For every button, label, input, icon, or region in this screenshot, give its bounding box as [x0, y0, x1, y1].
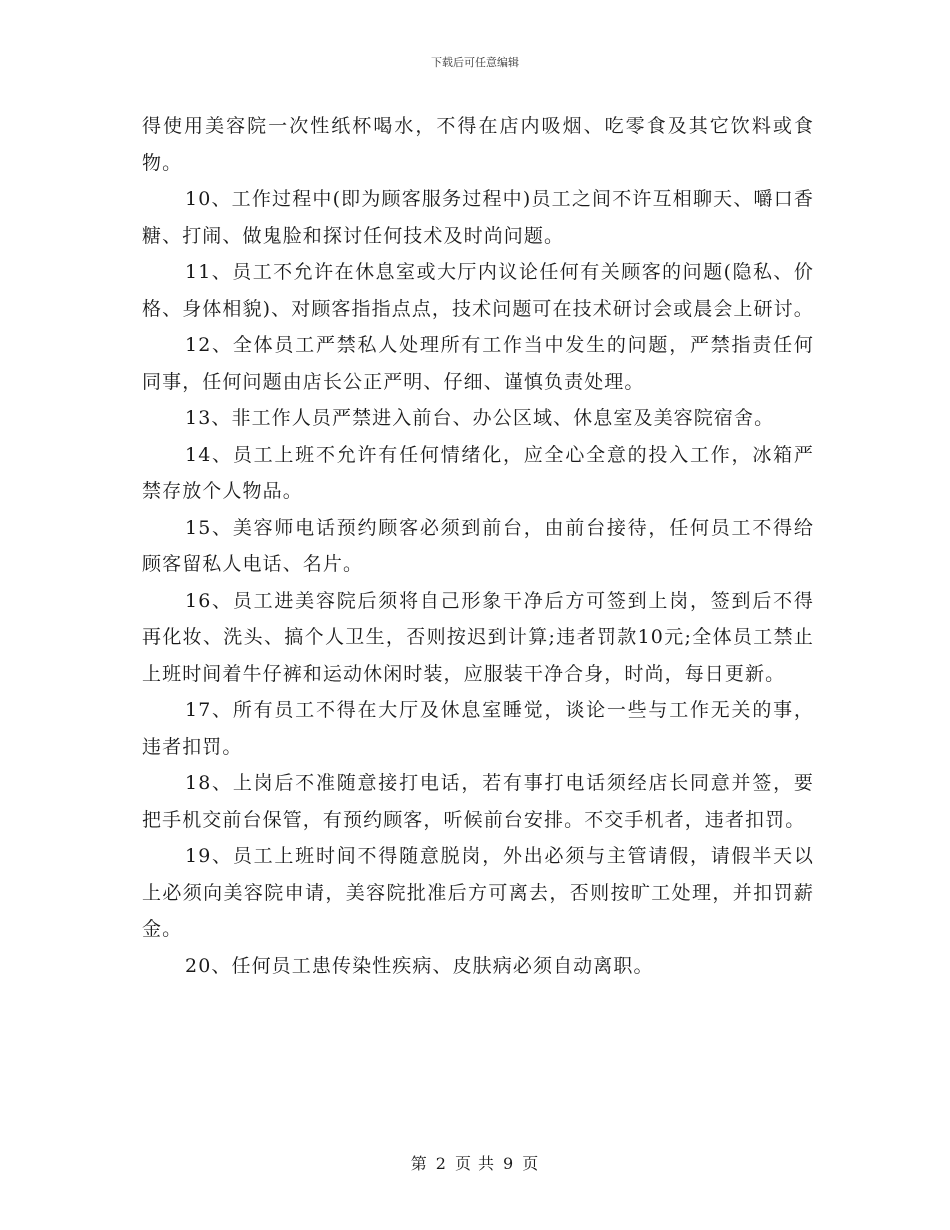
paragraph-item-16: 16、员工进美容院后须将自己形象干净后方可签到上岗，签到后不得再化妆、洗头、搞个人卫生，否则按迟到计算;违者罚款10元;全体员工禁止上班时间着牛仔裤和运动休闲时装，应服装干净合身，时尚，每日更新。: [142, 589, 814, 685]
paragraph-item-12: 12、全体员工严禁私人处理所有工作当中发生的问题，严禁指责任何同事，任何问题由店长公正严明、仔细、谨慎负责处理。: [142, 334, 814, 393]
paragraph-item-20: 20、任何员工患传染性疾病、皮肤病必须自动离职。: [185, 954, 654, 977]
document-body: [142, 108, 814, 984]
footer-middle: 页 共: [454, 1154, 496, 1173]
paragraph-continued: 得使用美容院一次性纸杯喝水，不得在店内吸烟、吃零食及其它饮料或食物。: [142, 115, 814, 174]
paragraph-item-18: 18、上岗后不准随意接打电话，若有事打电话须经店长同意并签，要把手机交前台保管，有预约顾客，听候前台安排。不交手机者，违者扣罚。: [142, 772, 814, 831]
footer-suffix: 页: [522, 1154, 540, 1173]
paragraph-item-17: 17、所有员工不得在大厅及休息室睡觉，谈论一些与工作无关的事，违者扣罚。: [142, 699, 814, 758]
paragraph-item-15: 15、美容师电话预约顾客必须到前台，由前台接待，任何员工不得给顾客留私人电话、名片。: [142, 516, 814, 575]
footer-prefix: 第: [410, 1154, 428, 1173]
paragraph-item-14: 14、员工上班不允许有任何情绪化，应全心全意的投入工作，冰箱严禁存放个人物品。: [142, 443, 814, 502]
total-pages-number: 9: [503, 1154, 515, 1173]
paragraph-item-10: 10、工作过程中(即为顾客服务过程中)员工之间不许互相聊天、嚼口香糖、打闹、做鬼脸和探讨任何技术及时尚问题。: [142, 188, 814, 247]
page-header: 下载后可任意编辑: [431, 56, 519, 69]
current-page-number: 2: [435, 1154, 447, 1173]
paragraph-item-19: 19、员工上班时间不得随意脱岗，外出必须与主管请假，请假半天以上必须向美容院申请，美容院批准后方可离去，否则按旷工处理，并扣罚薪金。: [142, 845, 814, 940]
paragraph-item-11: 11、员工不允许在休息室或大厅内议论任何有关顾客的问题(隐私、价格、身体相貌)、对顾客指指点点，技术问题可在技术研讨会或晨会上研讨。: [142, 261, 814, 320]
page-footer: [0, 1151, 950, 1174]
paragraph-item-13: 13、非工作人员严禁进入前台、办公区域、休息室及美容院宿舍。: [185, 407, 775, 429]
